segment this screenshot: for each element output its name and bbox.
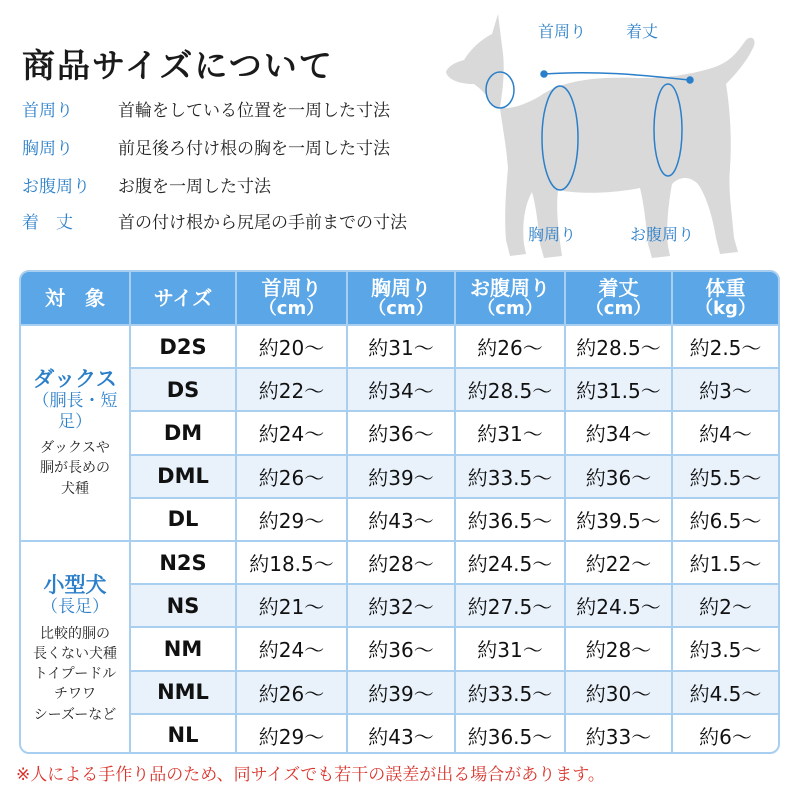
header-label: お腹周り xyxy=(470,276,550,300)
size-cell: N2S xyxy=(131,542,235,583)
group-note-line: チワワ xyxy=(54,686,96,703)
header-length xyxy=(566,272,671,324)
definition-desc: 首の付け根から尻尾の手前までの寸法 xyxy=(118,213,407,233)
size-cell: DL xyxy=(131,499,235,540)
size-cell: NML xyxy=(131,672,235,713)
table-cell: 約1.5～ xyxy=(673,542,778,583)
table-cell: 約28.5～ xyxy=(456,369,564,410)
header-label: サイズ xyxy=(153,286,213,310)
table-cell: 約36.5～ xyxy=(456,715,564,754)
table-cell: 約24～ xyxy=(237,412,346,453)
table-cell: 約39～ xyxy=(348,456,454,497)
table-cell: 約33.5～ xyxy=(456,672,564,713)
table-cell: 約5.5～ xyxy=(673,456,778,497)
group-label xyxy=(21,542,129,754)
table-cell: 約36～ xyxy=(348,412,454,453)
table-cell: 約36.5～ xyxy=(456,499,564,540)
size-cell: D2S xyxy=(131,326,235,367)
header-unit: （cm） xyxy=(585,298,652,319)
size-cell: NL xyxy=(131,715,235,754)
definition-term: お腹周り xyxy=(22,177,90,197)
table-cell: 約20～ xyxy=(237,326,346,367)
definition-term: 首周り xyxy=(22,101,73,121)
table-cell: 約33～ xyxy=(566,715,671,754)
definition-length xyxy=(22,208,502,238)
size-table xyxy=(19,270,780,754)
table-cell: 約30～ xyxy=(566,672,671,713)
header-label: 体重 xyxy=(705,276,746,300)
table-cell: 約4～ xyxy=(673,412,778,453)
definition-belly xyxy=(22,172,502,202)
group-label xyxy=(21,326,129,540)
dog-measurement-diagram xyxy=(440,0,800,265)
size-cell: DM xyxy=(131,412,235,453)
header-target xyxy=(21,272,129,324)
group-note-line: 比較的胴の xyxy=(40,625,110,642)
definition-neck xyxy=(22,96,502,126)
diagram-label-chest: 胸周り xyxy=(528,225,577,244)
header-weight xyxy=(673,272,778,324)
table-cell: 約24～ xyxy=(237,628,346,669)
table-cell: 約4.5～ xyxy=(673,672,778,713)
header-unit: （cm） xyxy=(477,298,543,319)
definition-desc: 首輪をしている位置を一周した寸法 xyxy=(118,101,390,121)
header-size xyxy=(131,272,235,324)
header-neck xyxy=(237,272,346,324)
group-subtitle: （長足） xyxy=(41,597,109,618)
group-note-line: 長くない犬種 xyxy=(33,645,117,662)
table-cell: 約26～ xyxy=(456,326,564,367)
table-cell: 約26～ xyxy=(237,456,346,497)
table-cell: 約28～ xyxy=(566,628,671,669)
header-label: 着丈 xyxy=(598,276,639,300)
size-cell: NS xyxy=(131,585,235,626)
definition-desc: お腹を一周した寸法 xyxy=(118,177,271,197)
table-cell: 約33.5～ xyxy=(456,456,564,497)
group-note-line: 胴が長めの xyxy=(40,460,110,477)
diagram-label-neck: 首周り xyxy=(538,22,587,41)
table-cell: 約6～ xyxy=(673,715,778,754)
header-unit: （cm） xyxy=(258,298,325,319)
footnote: ※人による手作り品のため、同サイズでも若干の誤差が出る場合があります。 xyxy=(16,765,605,785)
definition-desc: 前足後ろ付け根の胸を一周した寸法 xyxy=(118,139,390,159)
header-chest xyxy=(348,272,454,324)
table-cell: 約34～ xyxy=(348,369,454,410)
group-note-line: トイプードル xyxy=(33,666,117,683)
size-cell: NM xyxy=(131,628,235,669)
table-cell: 約24.5～ xyxy=(456,542,564,583)
diagram-label-belly: お腹周り xyxy=(630,225,695,244)
header-label: 対 象 xyxy=(45,286,105,310)
table-cell: 約22～ xyxy=(237,369,346,410)
table-cell: 約36～ xyxy=(348,628,454,669)
group-note xyxy=(33,624,117,725)
table-cell: 約39～ xyxy=(348,672,454,713)
diagram-label-length: 着丈 xyxy=(626,22,659,41)
table-cell: 約34～ xyxy=(566,412,671,453)
definition-term: 着 丈 xyxy=(22,213,73,233)
header-label: 首周り xyxy=(261,276,322,300)
group-note-line: シーズーなど xyxy=(33,706,117,723)
table-cell: 約2～ xyxy=(673,585,778,626)
table-cell: 約43～ xyxy=(348,499,454,540)
size-cell: DS xyxy=(131,369,235,410)
table-cell: 約21～ xyxy=(237,585,346,626)
table-cell: 約27.5～ xyxy=(456,585,564,626)
group-note xyxy=(40,438,110,499)
table-cell: 約18.5～ xyxy=(237,542,346,583)
group-name: ダックス xyxy=(33,367,117,392)
table-cell: 約29～ xyxy=(237,715,346,754)
table-cell: 約22～ xyxy=(566,542,671,583)
table-cell: 約31～ xyxy=(456,412,564,453)
group-note-line: 犬種 xyxy=(61,480,89,497)
table-cell: 約24.5～ xyxy=(566,585,671,626)
group-note-line: ダックスや xyxy=(40,440,110,457)
size-cell: DML xyxy=(131,456,235,497)
dog-silhouette-icon xyxy=(446,14,754,258)
table-cell: 約6.5～ xyxy=(673,499,778,540)
group-name: 小型犬 xyxy=(43,572,107,597)
table-cell: 約28.5～ xyxy=(566,326,671,367)
definition-chest xyxy=(22,134,502,164)
header-belly xyxy=(456,272,564,324)
table-cell: 約28～ xyxy=(348,542,454,583)
header-label: 胸周り xyxy=(371,276,431,300)
table-cell: 約3.5～ xyxy=(673,628,778,669)
table-cell: 約36～ xyxy=(566,456,671,497)
table-cell: 約2.5～ xyxy=(673,326,778,367)
table-cell: 約43～ xyxy=(348,715,454,754)
definition-term: 胸周り xyxy=(22,139,73,159)
table-cell: 約26～ xyxy=(237,672,346,713)
table-cell: 約31.5～ xyxy=(566,369,671,410)
table-cell: 約29～ xyxy=(237,499,346,540)
table-cell: 約32～ xyxy=(348,585,454,626)
table-cell: 約31～ xyxy=(456,628,564,669)
table-cell: 約31～ xyxy=(348,326,454,367)
header-unit: （cm） xyxy=(368,298,434,319)
header-unit: （kg） xyxy=(695,298,756,319)
page-title: 商品サイズについて xyxy=(22,46,334,85)
table-cell: 約3～ xyxy=(673,369,778,410)
group-subtitle: （胴長・短足） xyxy=(32,391,118,432)
table-cell: 約39.5～ xyxy=(566,499,671,540)
